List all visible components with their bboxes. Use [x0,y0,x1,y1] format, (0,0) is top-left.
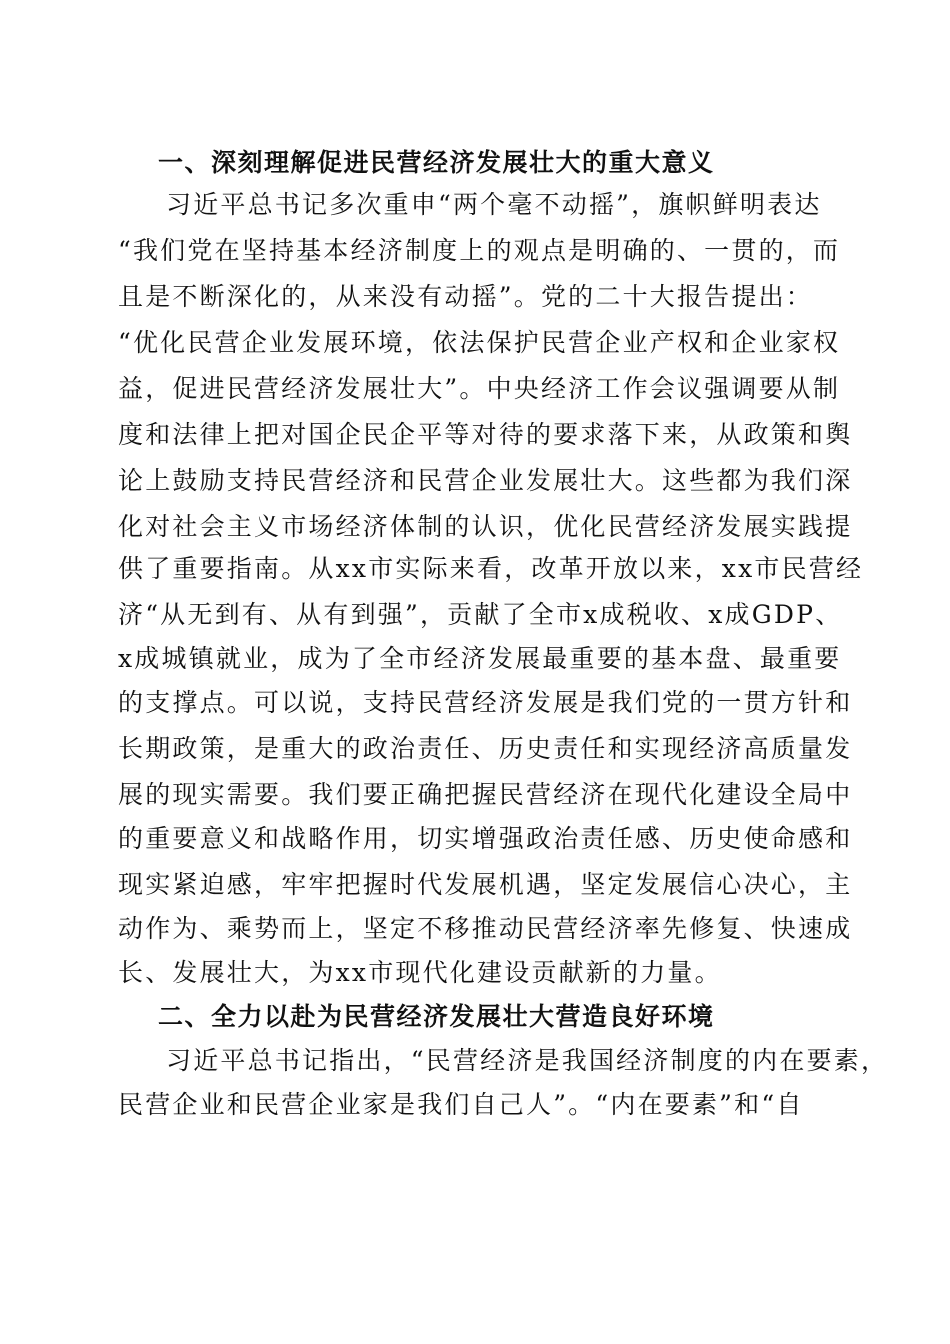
paragraph-line: 的支撑点。可以说，支持民营经济发展是我们党的一贯方针和 [118,688,853,717]
paragraph-line: 的重要意义和战略作用，切实增强政治责任感、历史使命感和 [118,824,853,853]
paragraph-line: x成城镇就业，成为了全市经济发展最重要的基本盘、最重要 [118,644,842,673]
paragraph-line: 习近平总书记多次重申“两个毫不动摇”，旗帜鲜明表达 [166,190,822,219]
paragraph-line: 展的现实需要。我们要正确把握民营经济在现代化建设全局中 [118,780,853,809]
paragraph-line: 供了重要指南。从xx市实际来看，改革开放以来，xx市民营经 [118,554,864,583]
paragraph-line: 习近平总书记指出，“民营经济是我国经济制度的内在要素， [166,1046,889,1075]
paragraph-line: 长、发展壮大，为xx市现代化建设贡献新的力量。 [118,958,722,987]
paragraph-line: 现实紧迫感，牢牢把握时代发展机遇，坚定发展信心决心，主 [118,870,853,899]
paragraph-line: 益，促进民营经济发展壮大”。中央经济工作会议强调要从制 [118,374,841,403]
paragraph-line: 且是不断深化的，从来没有动摇”。党的二十大报告提出： [118,282,813,311]
paragraph-line: 化对社会主义市场经济体制的认识，优化民营经济发展实践提 [118,512,853,541]
section-heading-1: 一、深刻理解促进民营经济发展壮大的重大意义 [158,148,715,177]
paragraph-line: “我们党在坚持基本经济制度上的观点是明确的、一贯的，而 [118,236,841,265]
section-heading-2: 二、全力以赴为民营经济发展壮大营造良好环境 [158,1002,715,1031]
paragraph-line: 论上鼓励支持民营经济和民营企业发展壮大。这些都为我们深 [118,466,853,495]
paragraph-line: 长期政策，是重大的政治责任、历史责任和实现经济高质量发 [118,734,853,763]
paragraph-line: 济“从无到有、从有到强”，贡献了全市x成税收、x成GDP、 [118,600,843,629]
paragraph-line: 度和法律上把对国企民企平等对待的要求落下来，从政策和舆 [118,420,853,449]
paragraph-line: “优化民营企业发展环境，依法保护民营企业产权和企业家权 [118,328,841,357]
paragraph-line: 民营企业和民营企业家是我们自己人”。“内在要素”和“自 [118,1090,804,1119]
paragraph-line: 动作为、乘势而上，坚定不移推动民营经济率先修复、快速成 [118,914,853,943]
